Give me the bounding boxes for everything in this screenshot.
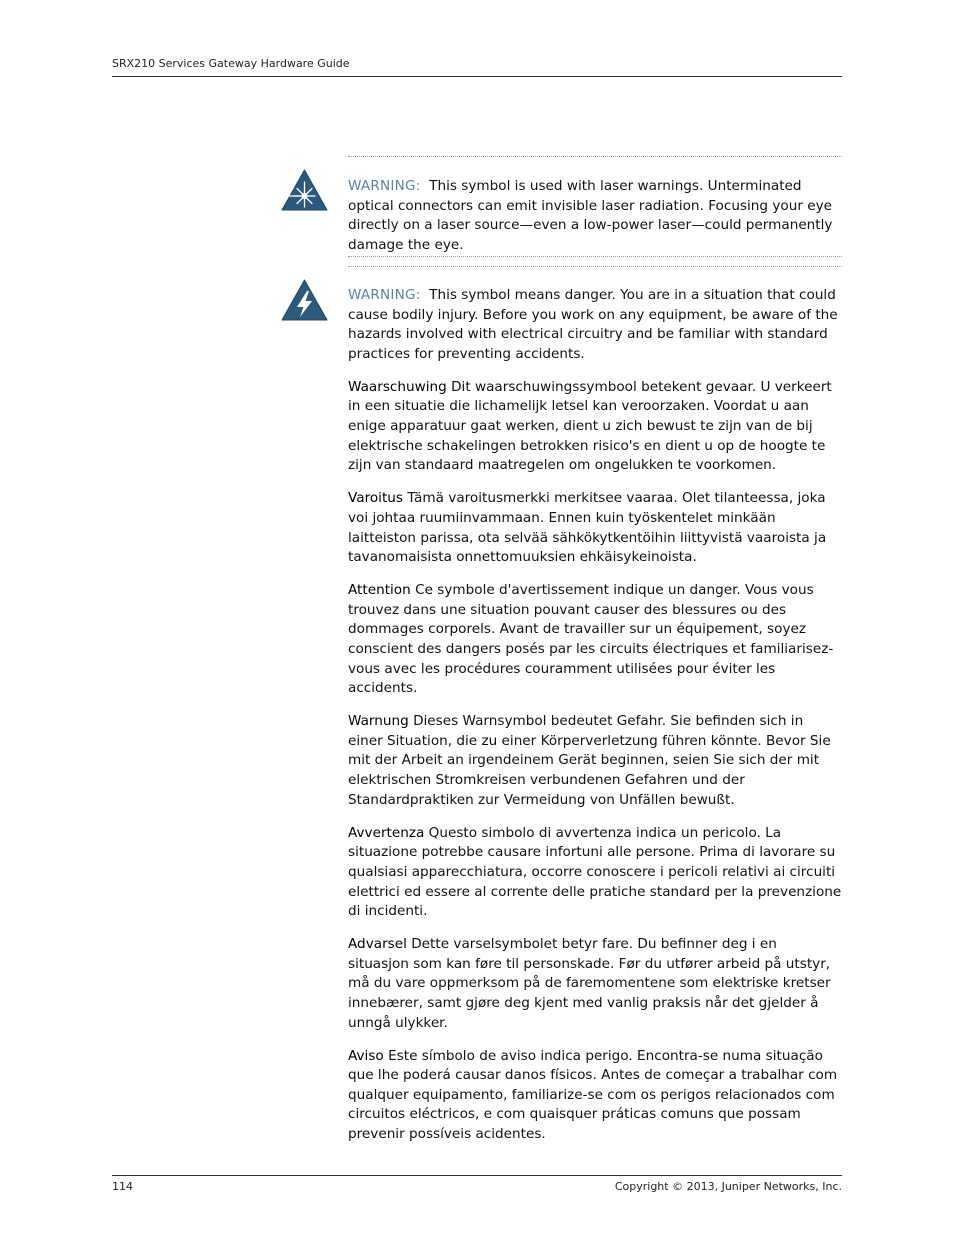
translation-dutch <box>348 378 842 476</box>
running-header: SRX210 Services Gateway Hardware Guide <box>112 57 842 77</box>
warning-text: This symbol is used with laser warnings. Unterminated optical connectors can emit invisible laser radiation. Focusing your eye directly on a laser source—even a low-power laser—could permanently damage the eye. <box>348 178 833 253</box>
warning-text: This symbol means danger. You are in a situation that could cause bodily injury. Before you work on any equipment, be aware of the hazards involved with electrical circuitry and be familiar with standard practices for preventing accidents. <box>348 287 838 362</box>
translation-term: Attention <box>348 582 411 599</box>
electrical-warning <box>348 286 842 1158</box>
translation-portuguese <box>348 1047 842 1145</box>
warning-label: WARNING: <box>348 178 421 194</box>
translation-french <box>348 581 842 699</box>
translation-text: Tämä varoitusmerkki merkitsee vaaraa. Olet tilanteessa, joka voi johtaa ruumiinvammaan. Ennen kuin työskentelet minkään laitteiston parissa, ota selvää sähkökytkentöihin liittyvistä vaaroista ja tavanomaisista onnettomuuksien ehkäisykeinoista. <box>348 490 827 566</box>
translation-term: Avvertenza <box>348 824 425 841</box>
translation-german <box>348 712 842 810</box>
translation-term: Warnung <box>348 713 409 730</box>
separator <box>348 256 842 257</box>
page-number: 114 <box>112 1180 133 1193</box>
translation-term: Advarsel <box>348 936 407 953</box>
translation-term: Varoitus <box>348 490 403 507</box>
page-footer <box>112 1175 842 1193</box>
laser-warning <box>348 177 842 255</box>
separator <box>348 156 842 157</box>
electrical-hazard-icon <box>281 279 328 321</box>
translation-italian <box>348 824 842 922</box>
translation-text: Questo simbolo di avvertenza indica un pericolo. La situazione potrebbe causare infortuni alle persone. Prima di lavorare su qualsiasi apparecchiatura, occorre conoscere i pericoli relativi ai circuiti elettrici ed essere al corrente delle pratiche standard per la prevenzione di incidenti. <box>348 824 842 920</box>
copyright-notice: Copyright © 2013, Juniper Networks, Inc. <box>614 1180 842 1193</box>
translation-norwegian <box>348 935 842 1033</box>
warning-label: WARNING: <box>348 287 421 303</box>
translation-term: Aviso <box>348 1047 384 1064</box>
separator <box>348 266 842 267</box>
translation-term: Waarschuwing <box>348 378 447 395</box>
translation-text: Este símbolo de aviso indica perigo. Encontra-se numa situação que lhe poderá causar danos físicos. Antes de começar a trabalhar com qualquer equipamento, familiarize-se com os perigos relacionados com circuitos eléctricos, e com quaisquer práticas comuns que possam prevenir possíveis acidentes. <box>348 1047 838 1143</box>
translation-finnish <box>348 489 842 567</box>
laser-warning-icon <box>281 169 328 211</box>
translation-text: Dette varselsymbolet betyr fare. Du befinner deg i en situasjon som kan føre til personskade. Før du utfører arbeid på utstyr, må du vare oppmerksom på de faremomentene som elektriske kretser innebærer, samt gjøre deg kjent med vanlig praksis når det gjelder å unngå ulykker. <box>348 936 831 1031</box>
translation-text: Dieses Warnsymbol bedeutet Gefahr. Sie befinden sich in einer Situation, die zu einer Körperverletzung führen könnte. Bevor Sie mit der Arbeit an irgendeinem Gerät beginnen, seien Sie sich der mit elektrischen Stromkreisen verbundenen Gefahren und der Standardpraktiken zur Vermeidung von Unfällen bewußt. <box>348 713 831 808</box>
translation-text: Ce symbole d'avertissement indique un danger. Vous vous trouvez dans une situation pouvant causer des blessures ou des dommages corporels. Avant de travailler sur un équipement, soyez conscient des dangers posés par les circuits électriques et familiarisez-vous avec les procédures couramment utilisées pour éviter les accidents. <box>348 582 834 697</box>
translation-text: Dit waarschuwingssymbool betekent gevaar. U verkeert in een situatie die lichamelijk letsel kan veroorzaken. Voordat u aan enige apparatuur gaat werken, dient u zich bewust te zijn van de bij elektrische schakelingen betrokken risico's en dient u op de hoogte te zijn van standaard maatregelen om ongelukken te voorkomen. <box>348 378 832 474</box>
